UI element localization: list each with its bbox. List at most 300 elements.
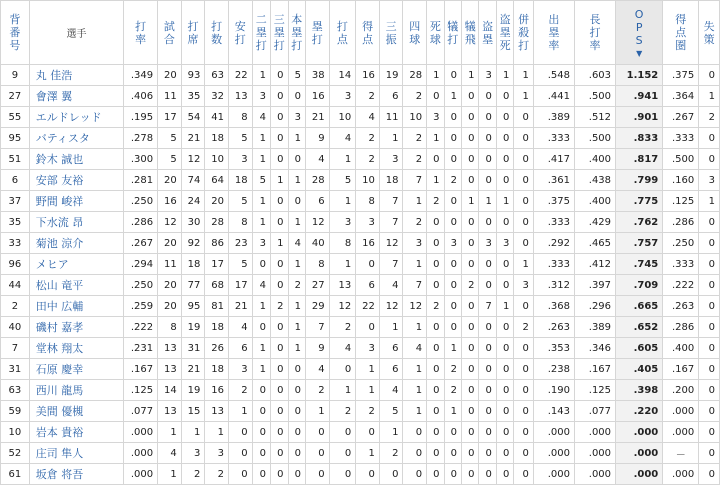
stat-cell: 0 bbox=[462, 170, 479, 191]
stat-cell: 0 bbox=[479, 338, 496, 359]
stat-cell: .296 bbox=[574, 296, 615, 317]
table-row bbox=[1, 107, 720, 128]
stat-cell: .375 bbox=[663, 65, 699, 86]
stat-cell: 2 bbox=[444, 380, 461, 401]
stat-cell: 13 bbox=[158, 338, 182, 359]
stat-cell: 1 bbox=[252, 65, 270, 86]
stat-cell: .405 bbox=[616, 359, 663, 380]
stat-cell: .220 bbox=[616, 401, 663, 422]
stat-cell: 1 bbox=[252, 296, 270, 317]
table-row bbox=[1, 422, 720, 443]
stat-cell: .000 bbox=[124, 422, 158, 443]
stat-cell: 0 bbox=[699, 275, 720, 296]
uniform-number: 10 bbox=[1, 422, 30, 443]
stat-cell: 4 bbox=[305, 149, 329, 170]
stat-cell: 15 bbox=[181, 401, 205, 422]
stat-cell: 7 bbox=[403, 170, 427, 191]
column-header[interactable]: 得点圏 bbox=[663, 1, 699, 65]
stat-cell: 2 bbox=[329, 317, 356, 338]
stat-cell: 12 bbox=[379, 233, 403, 254]
stat-cell: .167 bbox=[124, 359, 158, 380]
stat-cell: 0 bbox=[427, 317, 444, 338]
column-header[interactable]: 二塁打 bbox=[252, 1, 270, 65]
stat-cell: 1 bbox=[379, 128, 403, 149]
stat-cell: 0 bbox=[427, 422, 444, 443]
player-name-link[interactable]: 下水流 昂 bbox=[29, 212, 123, 233]
stat-cell: 0 bbox=[444, 128, 461, 149]
stat-cell: 1 bbox=[288, 317, 305, 338]
player-name-link[interactable]: エルドレッド bbox=[29, 107, 123, 128]
stat-cell: 0 bbox=[288, 191, 305, 212]
stat-cell: 1 bbox=[444, 401, 461, 422]
stat-cell: .400 bbox=[663, 338, 699, 359]
stat-cell: .000 bbox=[533, 422, 574, 443]
player-name-link[interactable]: 鈴木 誠也 bbox=[29, 149, 123, 170]
stat-cell: .652 bbox=[616, 317, 663, 338]
stat-cell: .250 bbox=[124, 275, 158, 296]
player-name-link[interactable]: 岩本 貴裕 bbox=[29, 422, 123, 443]
stat-cell: 30 bbox=[181, 212, 205, 233]
stat-cell: 3 bbox=[479, 65, 496, 86]
player-name-link[interactable]: 美間 優槻 bbox=[29, 401, 123, 422]
stat-cell: 10 bbox=[356, 170, 380, 191]
stat-cell: 2 bbox=[403, 128, 427, 149]
stat-cell: 0 bbox=[479, 380, 496, 401]
stat-cell: 2 bbox=[403, 149, 427, 170]
stat-cell: 0 bbox=[462, 422, 479, 443]
stat-cell: 2 bbox=[356, 149, 380, 170]
stat-cell: .143 bbox=[533, 401, 574, 422]
stat-cell: 0 bbox=[479, 212, 496, 233]
stat-cell: 2 bbox=[288, 275, 305, 296]
player-name-link[interactable]: 安部 友裕 bbox=[29, 170, 123, 191]
stat-cell: 11 bbox=[158, 86, 182, 107]
stat-cell: 17 bbox=[228, 275, 252, 296]
stat-cell: 0 bbox=[496, 338, 513, 359]
stat-cell: 0 bbox=[699, 233, 720, 254]
stat-cell: 35 bbox=[181, 86, 205, 107]
player-name-link[interactable]: 菊池 涼介 bbox=[29, 233, 123, 254]
uniform-number: 37 bbox=[1, 191, 30, 212]
stat-cell: 0 bbox=[444, 254, 461, 275]
player-name-link[interactable]: 田中 広輔 bbox=[29, 296, 123, 317]
stat-cell: 3 bbox=[228, 359, 252, 380]
stat-cell: 0 bbox=[496, 86, 513, 107]
stat-cell: 0 bbox=[479, 254, 496, 275]
stat-cell: 2 bbox=[444, 359, 461, 380]
stat-cell: 1 bbox=[403, 401, 427, 422]
stat-cell: 2 bbox=[329, 401, 356, 422]
stat-cell: 1 bbox=[252, 128, 270, 149]
stat-cell: 2 bbox=[356, 401, 380, 422]
stat-cell: .417 bbox=[533, 149, 574, 170]
stat-cell: 18 bbox=[181, 254, 205, 275]
stat-cell: 4 bbox=[228, 317, 252, 338]
stat-cell: 12 bbox=[181, 149, 205, 170]
player-name-link[interactable]: 庄司 隼人 bbox=[29, 443, 123, 464]
stat-cell: 3 bbox=[514, 275, 534, 296]
stat-cell: 0 bbox=[444, 464, 461, 485]
stat-cell: 1 bbox=[356, 380, 380, 401]
stat-cell: 1 bbox=[699, 191, 720, 212]
uniform-number: 51 bbox=[1, 149, 30, 170]
stat-cell: .167 bbox=[574, 359, 615, 380]
stat-cell: .000 bbox=[574, 422, 615, 443]
stat-cell: 20 bbox=[158, 170, 182, 191]
stat-cell: 7 bbox=[379, 254, 403, 275]
column-header[interactable]: 四球 bbox=[403, 1, 427, 65]
stat-cell: 0 bbox=[462, 317, 479, 338]
stat-cell: 0 bbox=[444, 149, 461, 170]
stat-cell: 0 bbox=[252, 254, 270, 275]
column-header[interactable]: 出塁率 bbox=[533, 1, 574, 65]
stat-cell: 0 bbox=[271, 128, 288, 149]
uniform-number: 7 bbox=[1, 338, 30, 359]
stat-cell: 0 bbox=[427, 149, 444, 170]
stat-cell: 1 bbox=[158, 464, 182, 485]
stat-cell: 5 bbox=[228, 254, 252, 275]
stat-cell: .000 bbox=[574, 443, 615, 464]
column-header[interactable]: 盗塁 bbox=[479, 1, 496, 65]
stat-cell: 0 bbox=[699, 212, 720, 233]
stat-cell: 1 bbox=[181, 422, 205, 443]
stat-cell: 2 bbox=[462, 275, 479, 296]
stat-cell: 7 bbox=[403, 275, 427, 296]
stat-cell: 4 bbox=[329, 128, 356, 149]
stat-cell: .500 bbox=[574, 86, 615, 107]
stat-cell: 0 bbox=[427, 212, 444, 233]
stat-cell: 0 bbox=[699, 464, 720, 485]
column-header[interactable]: 打率 bbox=[124, 1, 158, 65]
stat-cell: 12 bbox=[305, 212, 329, 233]
table-row bbox=[1, 464, 720, 485]
table-row bbox=[1, 401, 720, 422]
stat-cell: 18 bbox=[228, 170, 252, 191]
stat-cell: .160 bbox=[663, 170, 699, 191]
stat-cell: 0 bbox=[514, 380, 534, 401]
stat-cell: 0 bbox=[403, 443, 427, 464]
stat-cell: 0 bbox=[444, 296, 461, 317]
stat-cell: 0 bbox=[228, 464, 252, 485]
column-header[interactable]: 選手 bbox=[29, 1, 123, 65]
stat-cell: 18 bbox=[379, 170, 403, 191]
stat-cell: 5 bbox=[158, 149, 182, 170]
stat-cell: 6 bbox=[379, 359, 403, 380]
column-header[interactable]: 失策 bbox=[699, 1, 720, 65]
stat-cell: 0 bbox=[514, 191, 534, 212]
stat-cell: 1.152 bbox=[616, 65, 663, 86]
stat-cell: 21 bbox=[305, 107, 329, 128]
stat-cell: 0 bbox=[427, 275, 444, 296]
stat-cell: .000 bbox=[124, 464, 158, 485]
player-name-link[interactable]: 坂倉 将吾 bbox=[29, 464, 123, 485]
stat-cell: 2 bbox=[427, 296, 444, 317]
table-row bbox=[1, 170, 720, 191]
stat-cell: 0 bbox=[228, 443, 252, 464]
table-row bbox=[1, 191, 720, 212]
stat-cell: 1 bbox=[496, 191, 513, 212]
stat-cell: .375 bbox=[533, 191, 574, 212]
stat-cell: 17 bbox=[205, 254, 229, 275]
stat-cell: 22 bbox=[228, 65, 252, 86]
stat-cell: 0 bbox=[252, 422, 270, 443]
stat-cell: 0 bbox=[271, 65, 288, 86]
column-header[interactable]: 犠打 bbox=[444, 1, 461, 65]
stat-cell: 0 bbox=[514, 149, 534, 170]
stat-cell: 0 bbox=[514, 359, 534, 380]
stat-cell: 0 bbox=[699, 65, 720, 86]
stat-cell: 93 bbox=[181, 65, 205, 86]
column-header[interactable]: 背番号 bbox=[1, 1, 30, 65]
stat-cell: 0 bbox=[271, 149, 288, 170]
stat-cell: 1 bbox=[444, 86, 461, 107]
stat-cell: 0 bbox=[514, 422, 534, 443]
stat-cell: .000 bbox=[663, 422, 699, 443]
uniform-number: 61 bbox=[1, 464, 30, 485]
stat-cell: .000 bbox=[616, 443, 663, 464]
stat-cell: 28 bbox=[403, 65, 427, 86]
stat-cell: 0 bbox=[403, 464, 427, 485]
stat-cell: 0 bbox=[479, 401, 496, 422]
stat-cell: 0 bbox=[496, 464, 513, 485]
column-header[interactable]: 打点 bbox=[329, 1, 356, 65]
column-header[interactable]: 得点 bbox=[356, 1, 380, 65]
table-row bbox=[1, 380, 720, 401]
stat-cell: 5 bbox=[329, 170, 356, 191]
stat-cell: 2 bbox=[271, 296, 288, 317]
stat-cell: .312 bbox=[533, 275, 574, 296]
stat-cell: 1 bbox=[462, 191, 479, 212]
stat-cell: 5 bbox=[252, 170, 270, 191]
column-header[interactable]: 安打 bbox=[228, 1, 252, 65]
column-header[interactable]: 本塁打 bbox=[288, 1, 305, 65]
stat-cell: 8 bbox=[329, 233, 356, 254]
stat-cell: 0 bbox=[305, 464, 329, 485]
stat-cell: 0 bbox=[427, 254, 444, 275]
stat-cell: 18 bbox=[205, 359, 229, 380]
stat-cell: 0 bbox=[288, 443, 305, 464]
stat-cell: 3 bbox=[479, 233, 496, 254]
stat-cell: 1 bbox=[252, 149, 270, 170]
stat-cell: .000 bbox=[663, 401, 699, 422]
stat-cell: .333 bbox=[663, 254, 699, 275]
stat-cell: 0 bbox=[496, 254, 513, 275]
stat-cell: 0 bbox=[329, 359, 356, 380]
stat-cell: .195 bbox=[124, 107, 158, 128]
stat-cell: 0 bbox=[288, 464, 305, 485]
stat-cell: 4 bbox=[403, 338, 427, 359]
stat-cell: 31 bbox=[181, 338, 205, 359]
stat-cell: 3 bbox=[356, 212, 380, 233]
stat-cell: .349 bbox=[124, 65, 158, 86]
stat-cell: 0 bbox=[479, 359, 496, 380]
stat-cell: 0 bbox=[427, 359, 444, 380]
player-name-link[interactable]: 堂林 翔太 bbox=[29, 338, 123, 359]
stat-cell: 2 bbox=[444, 170, 461, 191]
player-name-link[interactable]: 丸 佳浩 bbox=[29, 65, 123, 86]
stat-cell: 0 bbox=[496, 107, 513, 128]
stat-cell: 8 bbox=[158, 317, 182, 338]
stat-cell: 1 bbox=[479, 191, 496, 212]
stat-cell: 10 bbox=[403, 107, 427, 128]
stat-cell: 77 bbox=[181, 275, 205, 296]
stat-cell: 0 bbox=[444, 107, 461, 128]
stat-cell: .500 bbox=[574, 128, 615, 149]
stat-cell: .125 bbox=[574, 380, 615, 401]
stat-cell: 1 bbox=[288, 296, 305, 317]
stat-cell: 0 bbox=[252, 380, 270, 401]
stat-cell: .281 bbox=[124, 170, 158, 191]
stat-cell: .263 bbox=[533, 317, 574, 338]
stat-cell: 0 bbox=[462, 338, 479, 359]
stat-cell: 1 bbox=[699, 86, 720, 107]
stat-cell: 0 bbox=[462, 464, 479, 485]
column-header[interactable]: 死球 bbox=[427, 1, 444, 65]
stat-cell: 0 bbox=[462, 296, 479, 317]
uniform-number: 2 bbox=[1, 296, 30, 317]
stat-cell: .286 bbox=[663, 212, 699, 233]
stat-cell: 8 bbox=[228, 212, 252, 233]
stat-cell: 1 bbox=[228, 401, 252, 422]
stat-cell: .548 bbox=[533, 65, 574, 86]
column-header[interactable]: 三振 bbox=[379, 1, 403, 65]
stat-cell: 5 bbox=[228, 128, 252, 149]
stat-cell: 7 bbox=[379, 212, 403, 233]
player-name-link[interactable]: 西川 龍馬 bbox=[29, 380, 123, 401]
stat-cell: 63 bbox=[205, 65, 229, 86]
stat-cell: 0 bbox=[271, 86, 288, 107]
uniform-number: 27 bbox=[1, 86, 30, 107]
column-header[interactable]: 盗塁死 bbox=[496, 1, 513, 65]
stat-cell: 1 bbox=[514, 86, 534, 107]
stat-cell: 1 bbox=[496, 65, 513, 86]
stat-cell: .438 bbox=[574, 170, 615, 191]
player-name-link[interactable]: 磯村 嘉孝 bbox=[29, 317, 123, 338]
stat-cell: 0 bbox=[514, 296, 534, 317]
player-name-link[interactable]: 松山 竜平 bbox=[29, 275, 123, 296]
column-header[interactable]: 犠飛 bbox=[462, 1, 479, 65]
stat-cell: .389 bbox=[574, 317, 615, 338]
player-name-link[interactable]: 野間 峻祥 bbox=[29, 191, 123, 212]
stat-cell: 0 bbox=[479, 275, 496, 296]
uniform-number: 44 bbox=[1, 275, 30, 296]
stat-cell: .125 bbox=[663, 191, 699, 212]
stat-cell: .400 bbox=[574, 191, 615, 212]
stat-cell: 16 bbox=[305, 86, 329, 107]
stat-cell: 0 bbox=[288, 359, 305, 380]
stat-cell: 1 bbox=[356, 359, 380, 380]
stat-cell: 95 bbox=[181, 296, 205, 317]
table-row bbox=[1, 275, 720, 296]
stat-cell: 8 bbox=[356, 191, 380, 212]
stat-cell: 0 bbox=[496, 401, 513, 422]
table-row bbox=[1, 338, 720, 359]
stat-cell: .000 bbox=[533, 443, 574, 464]
stat-cell: .353 bbox=[533, 338, 574, 359]
stat-cell: 0 bbox=[271, 338, 288, 359]
player-name-link[interactable]: 石原 慶幸 bbox=[29, 359, 123, 380]
uniform-number: 96 bbox=[1, 254, 30, 275]
stat-cell: .263 bbox=[663, 296, 699, 317]
column-header[interactable]: 併殺打 bbox=[514, 1, 534, 65]
stat-cell: 22 bbox=[356, 296, 380, 317]
stat-cell: 0 bbox=[427, 380, 444, 401]
stat-cell: 0 bbox=[699, 296, 720, 317]
stat-cell: 0 bbox=[479, 86, 496, 107]
player-name-link[interactable]: バティスタ bbox=[29, 128, 123, 149]
stat-cell: 32 bbox=[205, 86, 229, 107]
stat-cell: 0 bbox=[427, 401, 444, 422]
stat-cell: 0 bbox=[514, 443, 534, 464]
stat-cell: 1 bbox=[379, 317, 403, 338]
stat-cell: 0 bbox=[699, 401, 720, 422]
stat-cell: 5 bbox=[288, 65, 305, 86]
uniform-number: 55 bbox=[1, 107, 30, 128]
stat-cell: 1 bbox=[462, 65, 479, 86]
stat-cell: 5 bbox=[379, 401, 403, 422]
stat-cell: 1 bbox=[403, 359, 427, 380]
stat-cell: 4 bbox=[252, 275, 270, 296]
stat-cell: 0 bbox=[444, 317, 461, 338]
column-header[interactable]: 長打率 bbox=[574, 1, 615, 65]
column-header[interactable]: 三塁打 bbox=[271, 1, 288, 65]
stat-cell: .286 bbox=[663, 317, 699, 338]
stat-cell: .361 bbox=[533, 170, 574, 191]
stat-cell: .941 bbox=[616, 86, 663, 107]
table-body bbox=[1, 65, 720, 485]
stat-cell: .500 bbox=[663, 149, 699, 170]
stat-cell: .222 bbox=[663, 275, 699, 296]
stat-cell: 3 bbox=[444, 233, 461, 254]
stat-cell: .333 bbox=[533, 254, 574, 275]
stat-cell: 10 bbox=[205, 149, 229, 170]
table-row bbox=[1, 149, 720, 170]
column-header[interactable]: 打席 bbox=[181, 1, 205, 65]
column-header[interactable]: 試合 bbox=[158, 1, 182, 65]
stat-cell: .292 bbox=[533, 233, 574, 254]
column-header[interactable]: 打数 bbox=[205, 1, 229, 65]
stat-cell: 3 bbox=[228, 149, 252, 170]
stat-cell: 20 bbox=[158, 296, 182, 317]
stat-cell: 28 bbox=[205, 212, 229, 233]
stat-cell: 1 bbox=[403, 191, 427, 212]
ops-column-header[interactable]: OPS ▼ bbox=[616, 1, 663, 65]
stat-cell: 4 bbox=[158, 443, 182, 464]
stat-cell: .200 bbox=[663, 380, 699, 401]
stat-cell: .300 bbox=[124, 149, 158, 170]
stat-cell: 0 bbox=[479, 128, 496, 149]
column-header[interactable]: 塁打 bbox=[305, 1, 329, 65]
stat-cell: .709 bbox=[616, 275, 663, 296]
stat-cell: .512 bbox=[574, 107, 615, 128]
uniform-number: 6 bbox=[1, 170, 30, 191]
stat-cell: 40 bbox=[305, 233, 329, 254]
stat-cell: 0 bbox=[252, 464, 270, 485]
stat-cell: 0 bbox=[462, 443, 479, 464]
stat-cell: 38 bbox=[305, 65, 329, 86]
stat-cell: .346 bbox=[574, 338, 615, 359]
stat-cell: 1 bbox=[356, 443, 380, 464]
stat-cell: 0 bbox=[496, 212, 513, 233]
stat-cell: .250 bbox=[124, 191, 158, 212]
stat-cell: 0 bbox=[479, 422, 496, 443]
player-name-link[interactable]: メヒア bbox=[29, 254, 123, 275]
stat-cell: 7 bbox=[479, 296, 496, 317]
stat-cell: 11 bbox=[379, 107, 403, 128]
stat-cell: 0 bbox=[514, 170, 534, 191]
stat-cell: 4 bbox=[379, 380, 403, 401]
player-name-link[interactable]: 會澤 翼 bbox=[29, 86, 123, 107]
